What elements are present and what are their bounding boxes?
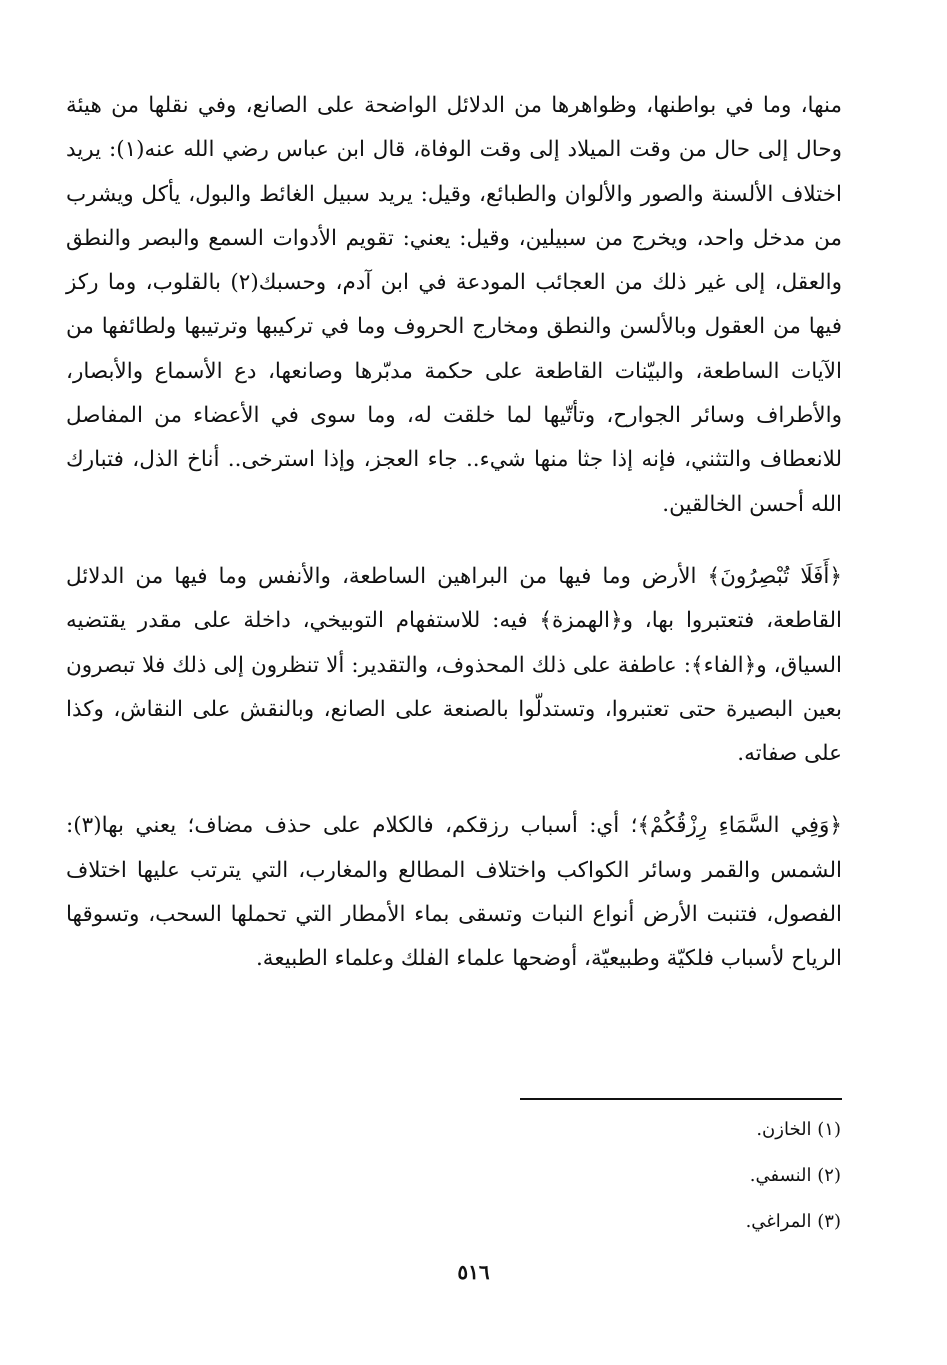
footnotes [541, 1107, 841, 1245]
footnote-3: (٣) المراغي. [745, 1211, 841, 1232]
page-number: ٥١٦ [457, 1260, 490, 1284]
paragraph-1: منها، وما في بواطنها، وظواهرها من الدلائل الواضحة على الصانع، وفي نقلها من هيئة وحال إلى حال من وقت الميلاد إلى وقت الوفاة، قال ابن عباس رضي الله عنه(١): يريد اختلاف الألسنة والصور والألوان والطبائع، وقيل: يريد سبيل الغائط والبول، يأكل ويشرب من مدخل واحد، ويخرج من سبيلين، وقيل: يعني: تقويم الأدوات السمع والبصر والنطق والعقل، إلى غير ذلك من العجائب المودعة في ابن آدم، وحسبك(٢) بالقلوب، وما ركز فيها من العقول وبالألسن والنطق ومخارج الحروف وما في تركيبها وترتيبها ولطائفها من الآيات الساطعة، والبيّنات القاطعة على حكمة مدبّرها وصانعها، دع الأسماع والأبصار، والأطراف وسائر الجوارح، وتأتّيها لما خلقت له، وما سوى في الأعضاء من المفاصل للانعطاف والتثني، فإنه إذا جثا منها شيء.. جاء العجز، وإذا استرخى.. أناخ الذل، فتبارك الله أحسن الخالقين. [66, 93, 843, 517]
body-text [66, 84, 842, 982]
paragraph-2: ﴿أَفَلَا تُبْصِرُونَ﴾ الأرض وما فيها من البراهين الساطعة، والأنفس وما فيها من الدلائل القاطعة، فتعتبروا بها، و﴿الهمزة﴾ فيه: للاستفهام التوبيخي، داخلة على مقدر يقتضيه السياق، و﴿الفاء﴾: عاطفة على ذلك المحذوف، والتقدير: ألا تنظرون إلى ذلك فلا تبصرون بعين البصيرة حتى تعتبروا، وتستدلّوا بالصنعة على الصانع، وبالنقش على النقاش، وكذا على صفاته. [66, 563, 842, 767]
footnote-1: (١) الخازن. [756, 1119, 841, 1140]
footnote-divider [520, 1098, 842, 1100]
paragraph-3: ﴿وَفِي السَّمَاءِ رِزْقُكُمْ﴾؛ أي: أسباب رزقكم، فالكلام على حذف مضاف؛ يعني بها(٣): الشمس والقمر وسائر الكواكب واختلاف المطالع والمغارب، التي يترتب عليها اختلاف الفصول، فتنبت الأرض أنواع النبات وتسقى بماء الأمطار التي تحملها السحب، وتسوقها الرياح لأسباب فلكيّة وطبيعيّة، أوضحها علماء الفلك وعلماء الطبيعة. [66, 813, 842, 972]
footnote-2: (٢) النسفي. [749, 1165, 841, 1186]
